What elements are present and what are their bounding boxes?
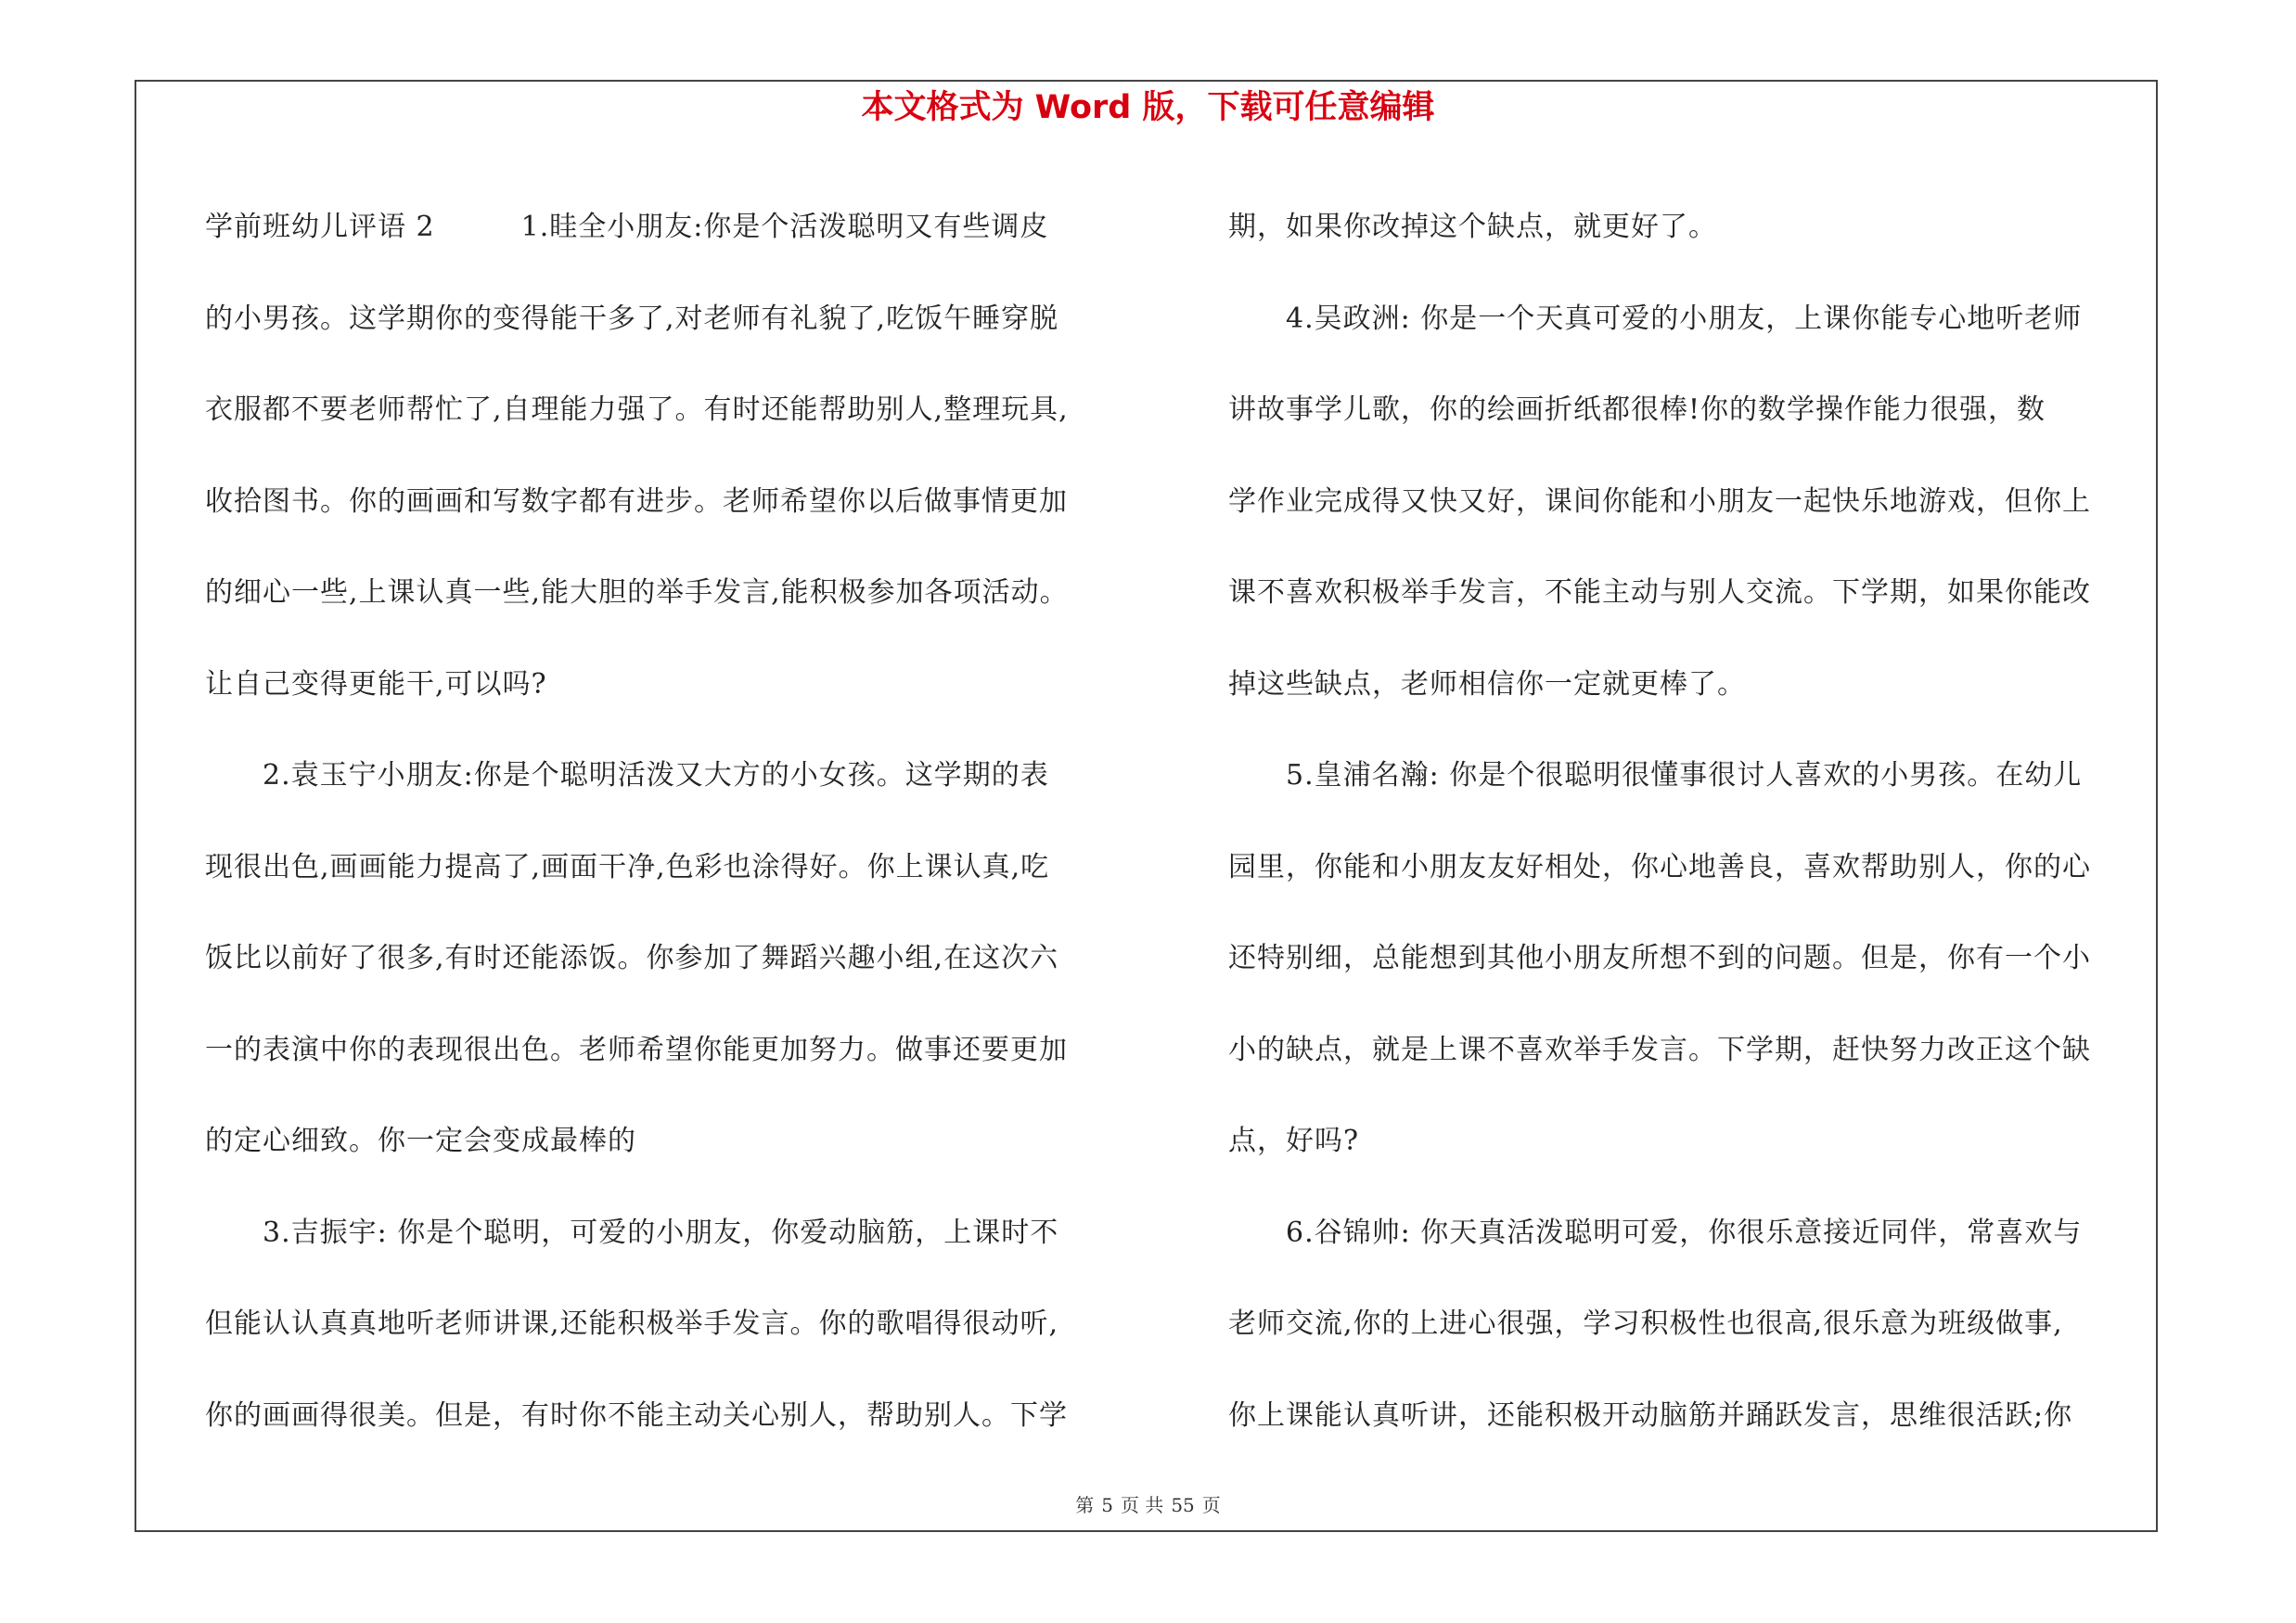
text-line: 一的表演中你的表现很出色。老师希望你能更加努力。做事还要更加 bbox=[205, 1033, 1068, 1066]
text-line: 园里，你能和小朋友友好相处，你心地善良，喜欢帮助别人，你的心 bbox=[1228, 850, 2091, 883]
text-line: 讲故事学儿歌，你的绘画折纸都很棒!你的数学操作能力很强，数 bbox=[1228, 393, 2046, 426]
text-line: 老师交流,你的上进心很强，学习积极性也很高,很乐意为班级做事, bbox=[1228, 1307, 2063, 1340]
text-line: 课不喜欢积极举手发言，不能主动与别人交流。下学期，如果你能改 bbox=[1228, 576, 2091, 609]
text-line: 衣服都不要老师帮忙了,自理能力强了。有时还能帮助别人,整理玩具, bbox=[205, 393, 1069, 426]
text-line: 点，好吗? bbox=[1228, 1125, 1360, 1157]
text-line: 你的画画得很美。但是，有时你不能主动关心别人，帮助别人。下学 bbox=[205, 1398, 1068, 1432]
text-line: 的定心细致。你一定会变成最棒的 bbox=[205, 1125, 636, 1157]
text-line: 掉这些缺点，老师相信你一定就更棒了。 bbox=[1228, 667, 1746, 701]
text-line: 小的缺点，就是上课不喜欢举手发言。下学期，赶快努力改正这个缺 bbox=[1228, 1033, 2091, 1066]
text-line: 学作业完成得又快又好，课间你能和小朋友一起快乐地游戏，但你上 bbox=[1228, 484, 2091, 518]
footer-middle: 页 共 bbox=[1120, 1494, 1164, 1516]
text-line: 饭比以前好了很多,有时还能添饭。你参加了舞蹈兴趣小组,在这次六 bbox=[205, 942, 1059, 974]
left-column bbox=[205, 182, 1151, 1462]
text-line: 收拾图书。你的画画和写数字都有进步。老师希望你以后做事情更加 bbox=[205, 484, 1068, 518]
footer-page-number: 5 bbox=[1101, 1494, 1113, 1516]
footer-prefix: 第 bbox=[1075, 1494, 1095, 1516]
format-banner: 本文格式为 Word 版，下载可任意编辑 bbox=[861, 89, 1435, 126]
text-line: 让自己变得更能干,可以吗? bbox=[205, 667, 547, 701]
text-line: 的细心一些,上课认真一些,能大胆的举手发言,能积极参加各项活动。 bbox=[205, 576, 1069, 609]
text-line: 的小男孩。这学期你的变得能干多了,对老师有礼貌了,吃饭午睡穿脱 bbox=[205, 302, 1059, 335]
text-line: 你上课能认真听讲，还能积极开动脑筋并踊跃发言，思维很活跃;你 bbox=[1228, 1398, 2073, 1432]
text-line: 2.袁玉宁小朋友:你是个聪明活泼又大方的小女孩。这学期的表 bbox=[205, 759, 1049, 792]
text-line: 但能认认真真地听老师讲课,还能积极举手发言。你的歌唱得很动听, bbox=[205, 1307, 1059, 1340]
right-column bbox=[1228, 182, 2174, 1462]
text-line: 还特别细，总能想到其他小朋友所想不到的问题。但是，你有一个小 bbox=[1228, 942, 2091, 974]
footer-suffix: 页 bbox=[1201, 1494, 1221, 1516]
text-line: 4.吴政洲: 你是一个天真可爱的小朋友，上课你能专心地听老师 bbox=[1228, 302, 2083, 335]
page-footer bbox=[0, 1493, 2296, 1517]
text-line: 期，如果你改掉这个缺点，就更好了。 bbox=[1228, 211, 1717, 243]
text-line: 现很出色,画画能力提高了,画面干净,色彩也涂得好。你上课认真,吃 bbox=[205, 850, 1050, 883]
footer-total-pages: 55 bbox=[1171, 1494, 1195, 1516]
text-line: 5.皇浦名瀚: 你是个很聪明很懂事很讨人喜欢的小男孩。在幼儿 bbox=[1228, 759, 2083, 792]
text-line: 6.谷锦帅: 你天真活泼聪明可爱，你很乐意接近同伴，常喜欢与 bbox=[1228, 1216, 2083, 1249]
text-line: 3.吉振宇: 你是个聪明，可爱的小朋友，你爱动脑筋，上课时不 bbox=[205, 1216, 1059, 1249]
text-line: 学前班幼儿评语 2 1.眭全小朋友:你是个活泼聪明又有些调皮 bbox=[205, 211, 1049, 243]
